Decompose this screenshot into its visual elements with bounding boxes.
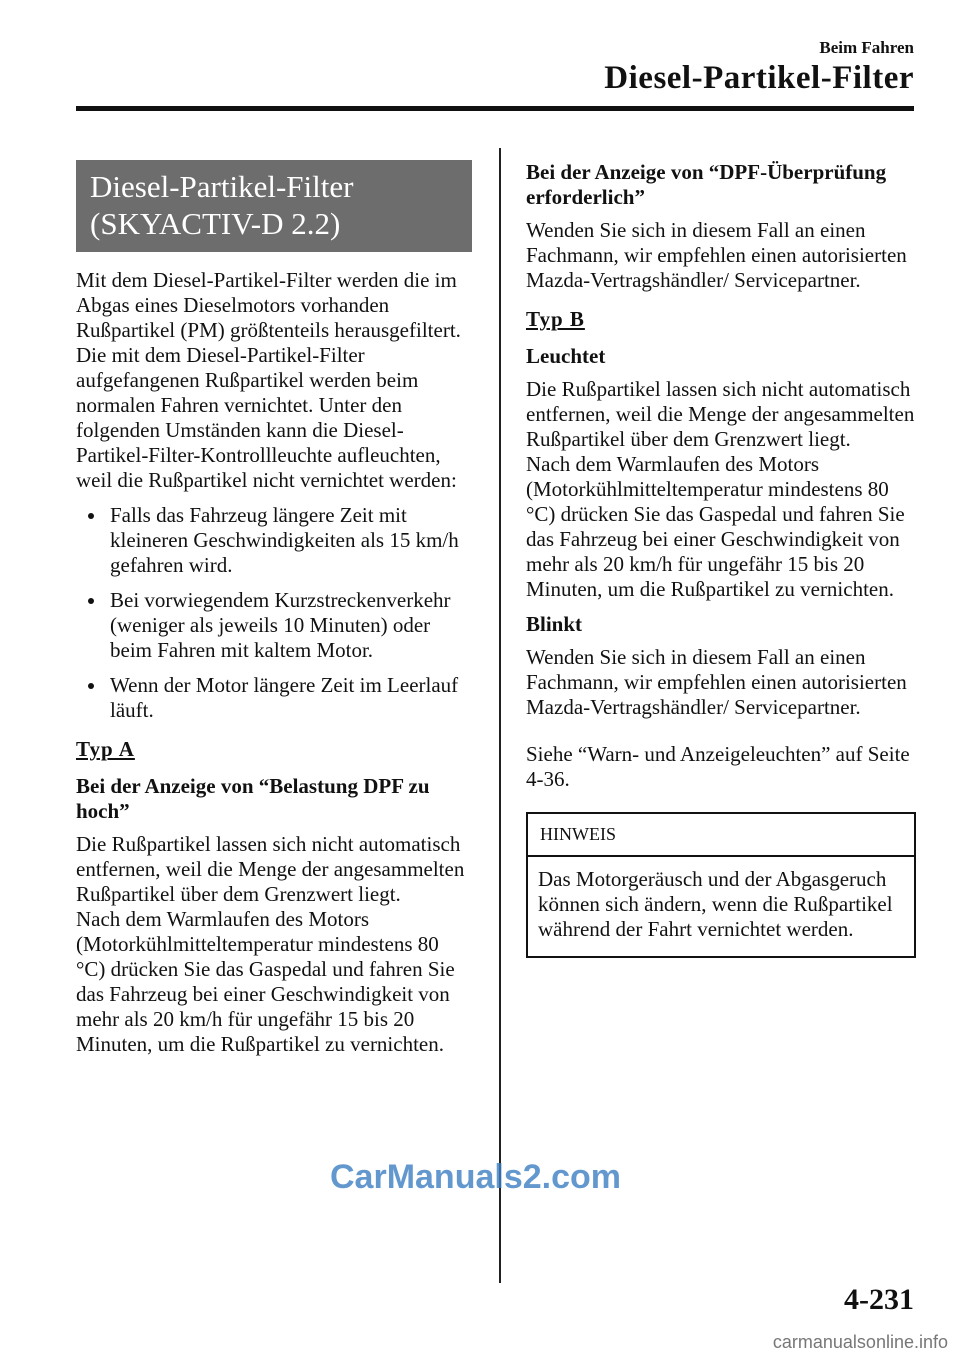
list-item: Bei vorwiegendem Kurzstreckenverkehr (weniger als jeweils 10 Minuten) oder beim Fahren mit kaltem Motor. <box>76 588 472 663</box>
typ-a-heading: Typ A <box>76 737 135 761</box>
footer-site-label: carmanualsonline.info <box>772 1332 948 1352</box>
right-column <box>526 160 916 958</box>
bullet-icon <box>88 598 94 604</box>
intro-paragraph: Mit dem Diesel-Partikel-Filter werden die im Abgas eines Dieselmotors vorhanden Rußpartikel (PM) größtenteils herausgefiltert. <box>76 268 461 342</box>
typ-a-subheading: Bei der Anzeige von “Belastung DPF zu hoch” <box>76 774 430 823</box>
page-number: 4-231 <box>844 1283 914 1316</box>
dpf-check-text: Wenden Sie sich in diesem Fall an einen Fachmann, wir empfehlen einen autorisierten Mazda-Vertragshändler/ Servicepartner. <box>526 218 907 292</box>
leuchtet-text-1: Die Rußpartikel lassen sich nicht automatisch entfernen, weil die Menge der angesammelten Rußpartikel über dem Grenzwert liegt. <box>526 377 915 451</box>
page-header-title: Diesel-Partikel-Filter <box>604 60 914 96</box>
blinkt-text: Wenden Sie sich in diesem Fall an einen Fachmann, wir empfehlen einen autorisierten Mazda-Vertragshändler/ Servicepartner. <box>526 645 907 719</box>
blinkt-heading: Blinkt <box>526 612 583 636</box>
typ-a-text-2: Nach dem Warmlaufen des Motors (Motorkühlmitteltemperatur mindestens 80 °C) drücken Sie das Gaspedal und fahren Sie das Fahrzeug bei einer Geschwindigkeit von mehr als 20 km/h für ungefähr 15 bis 20 Minuten, um die Rußpartikel zu vernichten. <box>76 907 455 1056</box>
note-box <box>526 812 916 958</box>
leuchtet-heading: Leuchtet <box>526 344 606 368</box>
column-divider <box>499 148 501 1283</box>
note-body: Das Motorgeräusch und der Abgasgeruch können sich ändern, wenn die Rußpartikel während der Fahrt vernichtet werden. <box>538 867 893 941</box>
list-item: Falls das Fahrzeug längere Zeit mit kleineren Geschwindigkeiten als 15 km/h gefahren wird. <box>76 503 472 578</box>
typ-a-text-1: Die Rußpartikel lassen sich nicht automatisch entfernen, weil die Menge der angesammelten Rußpartikel über dem Grenzwert liegt. <box>76 832 465 906</box>
spacer <box>526 730 916 742</box>
watermark-logo: CarManuals2.com <box>330 1158 621 1196</box>
typ-b-heading: Typ B <box>526 307 585 331</box>
section-label: Beim Fahren <box>819 38 914 57</box>
leuchtet-text-2: Nach dem Warmlaufen des Motors (Motorkühlmitteltemperatur mindestens 80 °C) drücken Sie das Gaspedal und fahren Sie das Fahrzeug bei einer Geschwindigkeit von mehr als 20 km/h für ungefähr 15 bis 20 Minuten, um die Rußpartikel zu vernichten. <box>526 452 905 601</box>
note-title: HINWEIS <box>528 814 914 857</box>
section-title-line1: Diesel-Partikel-Filter <box>90 169 354 204</box>
header-rule <box>76 106 914 111</box>
section-title-line2: (SKYACTIV-D 2.2) <box>90 206 341 241</box>
list-item: Wenn der Motor längere Zeit im Leerlauf läuft. <box>76 673 472 723</box>
section-title-box <box>76 160 472 252</box>
see-also-reference: Siehe “Warn- und Anzeigeleuchten” auf Seite 4-36. <box>526 742 910 791</box>
intro-paragraph-2: Die mit dem Diesel-Partikel-Filter aufgefangenen Rußpartikel werden beim normalen Fahren vernichtet. Unter den folgenden Umständen kann die Diesel-Partikel-Filter-Kontrollleuchte aufleuchten, weil die Rußpartikel nicht vernichtet werden: <box>76 343 457 492</box>
bullet-icon <box>88 513 94 519</box>
dpf-check-heading: Bei der Anzeige von “DPF-Überprüfung erforderlich” <box>526 160 887 209</box>
left-column <box>76 160 472 1067</box>
conditions-list <box>76 503 472 723</box>
bullet-icon <box>88 683 94 689</box>
